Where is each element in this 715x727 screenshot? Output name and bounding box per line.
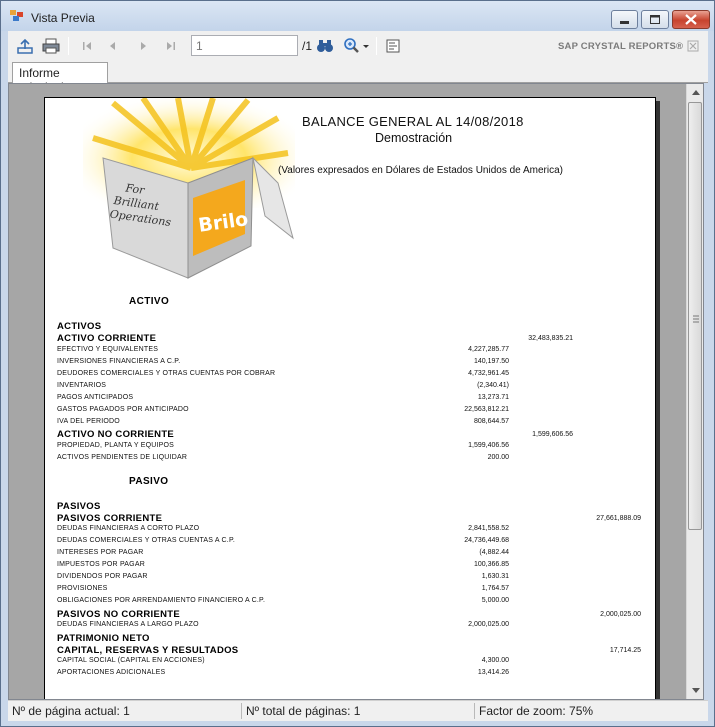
binoculars-icon xyxy=(316,38,334,54)
report-line-value: 1,764.57 xyxy=(481,585,509,592)
report-line-label: INVERSIONES FINANCIERAS A C.P. xyxy=(57,358,181,365)
report-heading: PASIVO xyxy=(129,476,169,487)
report-heading: PASIVOS NO CORRIENTE xyxy=(57,609,181,620)
group-tree-icon xyxy=(385,38,401,54)
app-icon xyxy=(10,10,24,22)
minimize-button[interactable] xyxy=(611,10,638,29)
previous-page-button[interactable] xyxy=(102,36,124,56)
first-page-icon xyxy=(80,39,94,53)
find-text-button[interactable] xyxy=(314,36,336,56)
report-heading: ACTIVO NO CORRIENTE xyxy=(57,429,175,440)
logo-brand-text: Brilo xyxy=(197,208,250,237)
zoom-icon xyxy=(343,38,371,54)
report-line-label: GASTOS PAGADOS POR ANTICIPADO xyxy=(57,406,189,413)
report-line-label: PROPIEDAD, PLANTA Y EQUIPOS xyxy=(57,442,175,449)
report-title: BALANCE GENERAL AL 14/08/2018 xyxy=(302,114,524,129)
maximize-icon xyxy=(642,11,668,28)
report-line-value: 13,414.26 xyxy=(477,669,509,676)
report-line-label: DEUDAS FINANCIERAS A CORTO PLAZO xyxy=(57,525,200,532)
report-line-value: 5,000.00 xyxy=(481,597,509,604)
report-line-value: 1,630.31 xyxy=(481,573,509,580)
report-line-value: 1,599,406.56 xyxy=(468,442,509,449)
report-line-label: CAPITAL SOCIAL (CAPITAL EN ACCIONES) xyxy=(57,657,205,664)
report-line-label: PROVISIONES xyxy=(57,585,108,592)
next-page-icon xyxy=(136,39,150,53)
report-line-label: APORTACIONES ADICIONALES xyxy=(57,669,166,676)
report-line-value: 4,732,961.45 xyxy=(468,370,509,377)
report-subtitle: Demostración xyxy=(375,131,453,145)
report-line-label: DEUDAS FINANCIERAS A LARGO PLAZO xyxy=(57,621,199,628)
logo-script-line3: Operations xyxy=(108,207,172,229)
chevron-up-icon xyxy=(692,90,700,95)
report-line-label: INVENTARIOS xyxy=(57,382,107,389)
maximize-button[interactable] xyxy=(641,10,669,29)
report-page xyxy=(44,97,656,700)
vertical-scrollbar[interactable] xyxy=(686,84,703,699)
report-heading: CAPITAL, RESERVAS Y RESULTADOS xyxy=(57,645,239,656)
report-heading: ACTIVOS xyxy=(57,321,102,332)
first-page-button[interactable] xyxy=(76,36,98,56)
logo-script-line2: Brilliant xyxy=(112,193,160,214)
previous-page-icon xyxy=(106,39,120,53)
export-button[interactable] xyxy=(14,36,36,56)
report-line-label: PAGOS ANTICIPADOS xyxy=(57,394,134,401)
toolbar xyxy=(8,31,708,61)
scroll-thumb[interactable] xyxy=(688,102,702,530)
report-line-value: 808,644.57 xyxy=(473,418,509,425)
report-currency-note: (Valores expresados en Dólares de Estados Unidos de America) xyxy=(278,165,563,176)
report-line-value: 200.00 xyxy=(487,454,509,461)
report-line-label: ACTIVOS PENDIENTES DE LIQUIDAR xyxy=(57,454,188,461)
last-page-button[interactable] xyxy=(160,36,182,56)
report-line-value: 1,599,606.56 xyxy=(532,431,573,438)
status-bar xyxy=(8,700,708,721)
report-line-label: OBLIGACIONES POR ARRENDAMIENTO FINANCIERO A C.P. xyxy=(57,597,266,604)
zoom-button[interactable] xyxy=(342,36,372,56)
report-viewer[interactable] xyxy=(8,83,704,700)
window-title: Vista Previa xyxy=(31,11,95,25)
report-line-value: 22,563,812.21 xyxy=(464,406,509,413)
report-heading: PASIVOS CORRIENTE xyxy=(57,513,163,524)
report-line-value: 4,227,285.77 xyxy=(468,346,509,353)
toggle-group-tree-button[interactable] xyxy=(382,36,404,56)
close-button[interactable] xyxy=(672,10,710,29)
report-line-value: 27,661,888.09 xyxy=(596,515,641,522)
logo-script-line1: For xyxy=(124,181,146,197)
print-button[interactable] xyxy=(40,36,62,56)
report-line-label: IVA DEL PERIODO xyxy=(57,418,120,425)
report-line-label: DEUDORES COMERCIALES Y OTRAS CUENTAS POR COBRAR xyxy=(57,370,276,377)
next-page-button[interactable] xyxy=(132,36,154,56)
report-line-label: INTERESES POR PAGAR xyxy=(57,549,144,556)
close-view-button[interactable] xyxy=(682,36,704,56)
crystal-reports-brand: SAP CRYSTAL REPORTS® xyxy=(558,41,684,52)
tab-informe-principal[interactable]: Informe xyxy=(12,62,108,83)
report-line-label: DIVIDENDOS POR PAGAR xyxy=(57,573,148,580)
report-line-value: 100,366.85 xyxy=(473,561,509,568)
scroll-down-arrow[interactable] xyxy=(687,682,704,699)
report-line-value: (2,340.41) xyxy=(477,382,509,389)
report-line-value: 2,841,558.52 xyxy=(468,525,509,532)
status-total-pages: Nº total de páginas: 1 xyxy=(246,704,361,718)
close-view-icon xyxy=(687,40,699,52)
scroll-up-arrow[interactable] xyxy=(687,84,704,101)
chevron-down-icon xyxy=(692,688,700,693)
minimize-icon xyxy=(612,11,637,28)
report-line-label: DEUDAS COMERCIALES Y OTRAS CUENTAS A C.P. xyxy=(57,537,236,544)
status-zoom: Factor de zoom: 75% xyxy=(479,704,594,718)
page-number-input[interactable] xyxy=(191,35,298,56)
report-line-value: 2,000,025.00 xyxy=(600,611,641,618)
export-icon xyxy=(16,37,34,55)
report-line-label: EFECTIVO Y EQUIVALENTES xyxy=(57,346,159,353)
tab-strip xyxy=(8,61,708,83)
report-line-value: 32,483,835.21 xyxy=(528,335,573,342)
report-line-value: 17,714.25 xyxy=(609,647,641,654)
report-line-value: 2,000,025.00 xyxy=(468,621,509,628)
report-line-value: 24,736,449.68 xyxy=(464,537,509,544)
brilo-logo xyxy=(83,98,295,283)
report-heading: ACTIVO CORRIENTE xyxy=(57,333,157,344)
report-heading: ACTIVO xyxy=(129,296,170,307)
grip-icon xyxy=(690,315,702,323)
report-heading: PASIVOS xyxy=(57,501,101,512)
report-line-value: (4,882.44 xyxy=(479,549,509,556)
printer-icon xyxy=(42,37,60,55)
report-line-value: 4,300.00 xyxy=(481,657,509,664)
page-total-label: /1 xyxy=(302,39,313,53)
last-page-icon xyxy=(164,39,178,53)
status-current-page: Nº de página actual: 1 xyxy=(12,704,130,718)
title-bar xyxy=(1,1,714,31)
report-heading: PATRIMONIO NETO xyxy=(57,633,150,644)
report-line-label: IMPUESTOS POR PAGAR xyxy=(57,561,145,568)
close-icon xyxy=(673,11,709,28)
report-line-value: 13,273.71 xyxy=(477,394,509,401)
report-line-value: 140,197.50 xyxy=(473,358,509,365)
